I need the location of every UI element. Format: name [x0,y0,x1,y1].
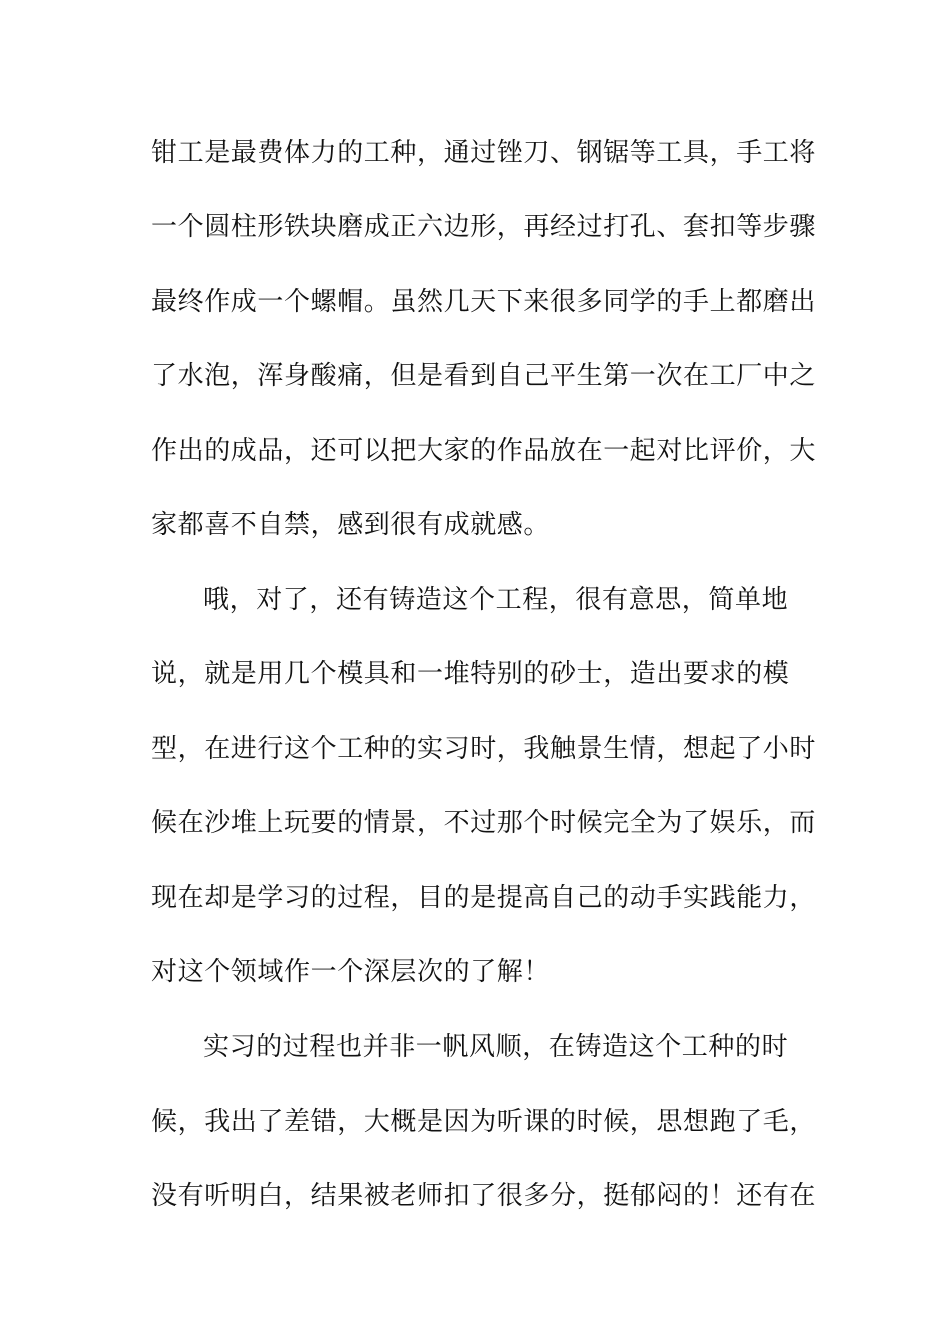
text-line: 最终作成一个螺帽。虽然几天下来很多同学的手上都磨出 [151,287,817,317]
text-line: 了水泡，浑身酸痛，但是看到自己平生第一次在工厂中之 [151,361,817,391]
text-line: 对这个领域作一个深层次的了解！ [151,957,551,987]
text-line: 候，我出了差错，大概是因为听课的时候，思想跑了毛， [151,1107,817,1137]
text-line: 作出的成品，还可以把大家的作品放在一起对比评价，大 [151,436,817,466]
text-line: 现在却是学习的过程，目的是提高自己的动手实践能力， [151,883,817,913]
text-line: 候在沙堆上玩要的情景，不过那个时候完全为了娱乐，而 [151,808,817,838]
text-line: 型，在进行这个工种的实习时，我触景生情，想起了小时 [151,734,817,764]
text-line: 说，就是用几个模具和一堆特别的砂士，造出要求的模 [151,659,790,689]
paragraph-first-line: 实习的过程也并非一帆风顺，在铸造这个工种的时 [203,1032,789,1062]
text-line: 钳工是最费体力的工种，通过锉刀、钢锯等工具，手工将 [151,138,817,168]
text-line: 一个圆柱形铁块磨成正六边形，再经过打孔、套扣等步骤 [151,212,817,242]
paragraph-first-line: 哦，对了，还有铸造这个工程，很有意思，简单地 [203,585,789,615]
text-line: 没有听明白，结果被老师扣了很多分，挺郁闷的！还有在 [151,1181,817,1211]
text-line: 家都喜不自禁，感到很有成就感。 [151,510,551,540]
